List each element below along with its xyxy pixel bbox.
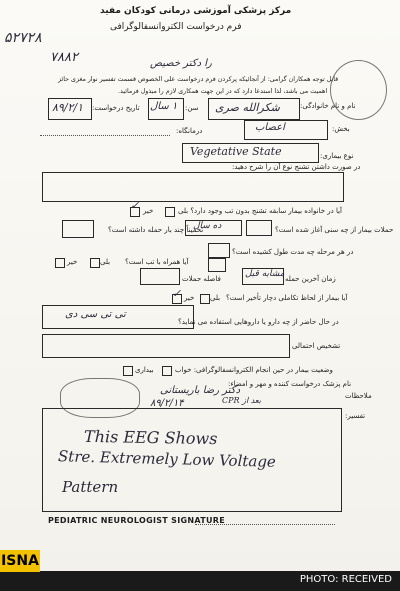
awake-label: بیداری: [135, 366, 154, 374]
probable-diagnosis-field: [42, 334, 290, 358]
isna-logo: ISNA: [0, 550, 40, 572]
fever-extra-box: [208, 258, 226, 272]
form-title: فرم درخواست الکتروانسفالوگرافی: [110, 22, 242, 32]
remarks-label: ملاحظات: [345, 392, 372, 400]
fever-question: آیا همراه با تب است؟: [125, 258, 189, 266]
interpretation-line-1: This EEG Shows: [83, 426, 218, 449]
family-history-checkmark: ✓: [130, 199, 140, 212]
cpr-note: CPR بعد از: [222, 396, 261, 405]
interpretation-line-3: Pattern: [62, 478, 119, 496]
clinic-field: [40, 135, 170, 136]
interpretation-line-2: Stre. Extremely Low Voltage: [57, 447, 277, 471]
clinic-label: درمانگاه:: [176, 127, 203, 135]
fever-no-box: [55, 258, 65, 268]
intro-line-2: اهمیت می باشد، لذا استدعا دارد که در این جهت همکاری لازم را مبذول فرمائید.: [118, 88, 328, 95]
developmental-delay-no-label: خیر: [184, 294, 195, 302]
developmental-delay-checkmark: ✓: [172, 287, 182, 300]
medication-value: تی تی سی دی: [65, 309, 126, 320]
diagnosis-value: Vegetative State: [190, 145, 282, 158]
intro-line-1: قابل توجه همکاران گرامی: از آنجائیکه پرکردن فرم درخواست علی الخصوص قسمت تفسیر نوار مغزی حائز: [58, 76, 339, 83]
last-seizure-value: مشابه قبل: [245, 269, 285, 279]
seizure-description-field: [42, 172, 344, 202]
onset-age-field: [246, 220, 272, 236]
ward-label: بخش:: [332, 125, 350, 133]
onset-extra-field: [62, 220, 94, 238]
scrawl-date: ۸۹/۲/۱۴: [150, 398, 184, 409]
duration-field: [208, 243, 230, 258]
photo-credit: PHOTO: RECEIVED: [299, 574, 392, 585]
fever-yes-box: [90, 258, 100, 268]
patient-state-question: وضعیت بیمار در حین انجام الکتروانسفالوگرافی: خواب: [175, 366, 333, 374]
family-history-yes-box: [165, 207, 175, 217]
fever-no-label: خیر: [67, 258, 78, 266]
name-label: نام و نام خانوادگی:: [300, 102, 356, 110]
handwritten-referral-note: را دکتر خصیص: [150, 58, 212, 69]
developmental-delay-question: آیا بیمار از لحاظ تکاملی دچار تأخیر است؟: [226, 294, 348, 302]
developmental-delay-yes-label: بلی: [210, 294, 221, 302]
request-date-value: ۸۹/۲/۱: [52, 101, 84, 114]
center-name: مرکز پزشکی آموزشی درمانی کودکان مفید: [100, 6, 292, 16]
seizure-count-value: ده سال: [193, 221, 222, 231]
physician-signature-scrawl: دکتر رضا باریستانی: [160, 385, 241, 396]
last-seizure-label: زمان آخرین حمله: [285, 275, 336, 283]
age-value: ۱ سال: [150, 101, 178, 112]
seizure-interval-label: فاصله حملات: [182, 275, 221, 283]
duration-question: در هر مرحله چه مدت طول کشیده است؟: [232, 248, 354, 256]
family-history-question: آیا در خانواده بیمار سابقه تشنج بدون تب وجود دارد؟ بلی: [178, 207, 342, 215]
requesting-physician-label: نام پزشک درخواست کننده و مهر و امضاء:: [228, 380, 352, 388]
family-history-no-label: خیر: [143, 207, 154, 215]
onset-age-question: حملات بیمار از چه سنی آغاز شده است؟: [275, 226, 394, 234]
age-label: سن:: [185, 104, 199, 112]
sleep-box: [162, 366, 172, 376]
probable-diagnosis-label: تشخیص احتمالی: [292, 342, 341, 350]
round-stamp: [330, 60, 387, 120]
document-number-bottom: ۷۸۸۲: [50, 50, 78, 65]
neurologist-signature-line: [195, 524, 335, 525]
seizure-count-question: تخمیناً چند بار حمله داشته است؟: [108, 226, 204, 234]
neurologist-signature-label: PEDIATRIC NEUROLOGIST SIGNATURE: [48, 516, 225, 525]
ward-value: اعصاب: [255, 122, 285, 133]
interpretation-label: تفسیر:: [345, 412, 366, 420]
name-value: شکرالله صری: [215, 101, 280, 114]
diagnosis-label: نوع بیماری:: [320, 152, 354, 160]
medication-question: در حال حاضر از چه دارو یا داروهایی استفاده می نماید؟: [178, 318, 339, 326]
fever-yes-label: بلی: [100, 258, 111, 266]
document-number-top: ۵۲۷۲۸: [4, 30, 42, 46]
seizure-description-label: در صورت داشتن تشنج نوع آن را شرح دهید:: [232, 163, 361, 171]
request-date-label: تاریخ درخواست:: [92, 104, 140, 112]
awake-box: [123, 366, 133, 376]
developmental-delay-yes-box: [200, 294, 210, 304]
seizure-interval-field: [140, 268, 180, 285]
